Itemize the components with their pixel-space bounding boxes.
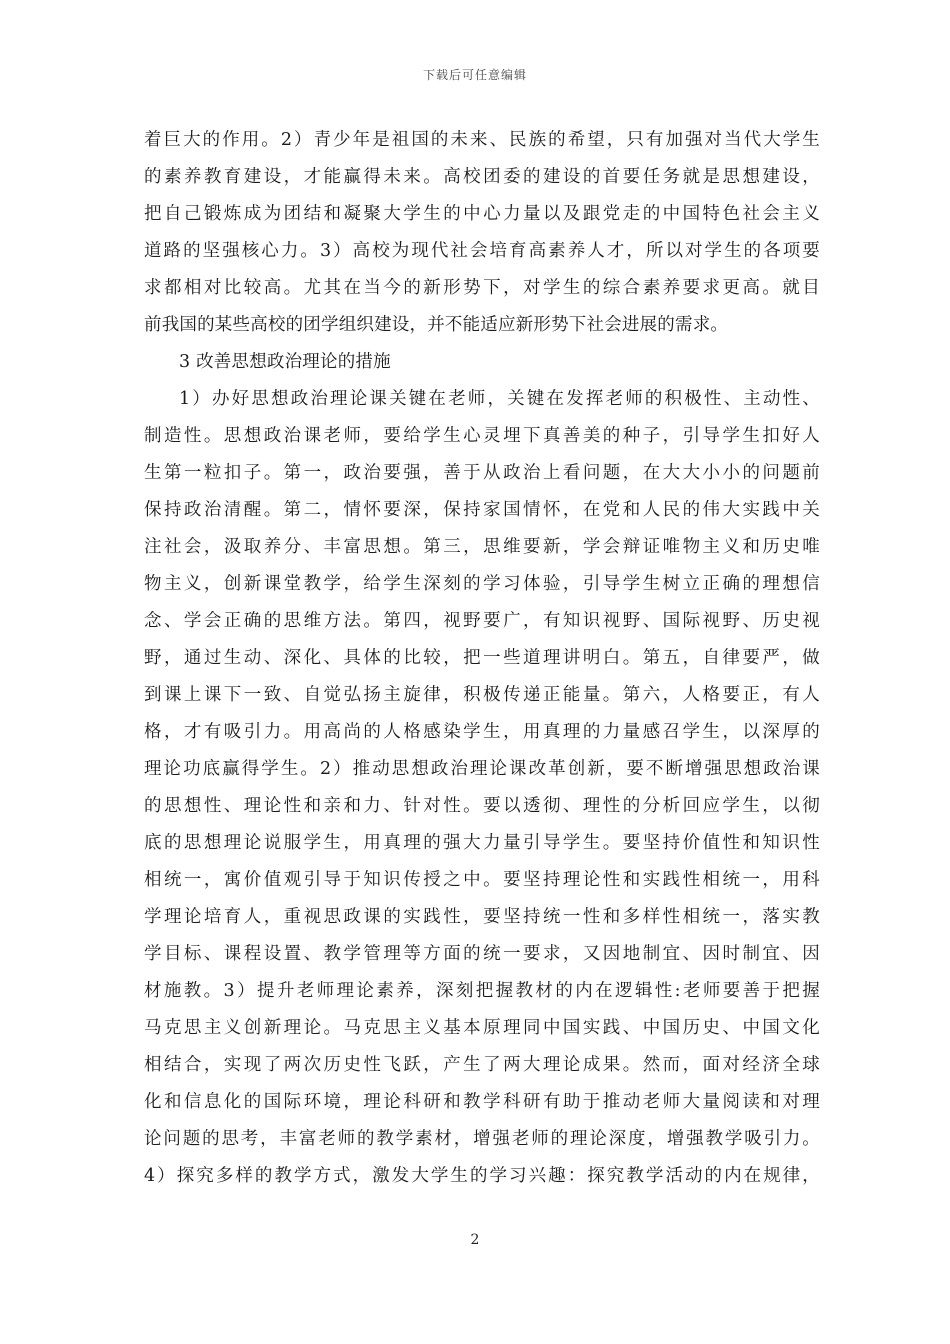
- text-line: 学目标、课程设置、教学管理等方面的统一要求，又因地制宜、因时制宜、因: [144, 944, 820, 964]
- text-line: 制造性。思想政治课老师，要给学生心灵埋下真善美的种子，引导学生扣好人: [144, 426, 820, 446]
- text-line: 把自己锻炼成为团结和凝聚大学生的中心力量以及跟党走的中国特色社会主义: [144, 204, 820, 224]
- text-line: 到课上课下一致、自觉弘扬主旋律，积极传递正能量。第六，人格要正，有人: [144, 685, 820, 705]
- text-line: 相结合，实现了两次历史性飞跃，产生了两大理论成果。然而，面对经济全球: [144, 1055, 820, 1075]
- page-number: 2: [470, 1232, 480, 1248]
- text-line: 保持政治清醒。第二，情怀要深，保持家国情怀，在党和人民的伟大实践中关: [144, 500, 820, 520]
- text-line: 4）探究多样的教学方式，激发大学生的学习兴趣：探究教学活动的内在规律，: [144, 1166, 820, 1186]
- text-line: 前我国的某些高校的团学组织建设，并不能适应新形势下社会进展的需求。: [144, 315, 729, 335]
- document-body: [144, 122, 820, 1195]
- text-line: 念、学会正确的思维方法。第四，视野要广，有知识视野、国际视野、历史视: [144, 611, 820, 631]
- text-line: 生第一粒扣子。第一，政治要强，善于从政治上看问题，在大大小小的问题前: [144, 463, 820, 483]
- text-line: 物主义，创新课堂教学，给学生深刻的学习体验，引导学生树立正确的理想信: [144, 574, 820, 594]
- text-line: 的素养教育建设，才能赢得未来。高校团委的建设的首要任务就是思想建设，: [144, 167, 820, 187]
- section-heading: 3 改善思想政治理论的措施: [179, 352, 391, 372]
- text-line: 化和信息化的国际环境，理论科研和教学科研有助于推动老师大量阅读和对理: [144, 1092, 820, 1112]
- page-header: 下载后可任意编辑: [422, 68, 527, 82]
- text-line: 材施教。3）提升老师理论素养，深刻把握教材的内在逻辑性:老师要善于把握: [144, 981, 820, 1001]
- text-line: 马克思主义创新理论。马克思主义基本原理同中国实践、中国历史、中国文化: [144, 1018, 820, 1038]
- text-line: 1）办好思想政治理论课关键在老师，关键在发挥老师的积极性、主动性、: [179, 389, 820, 409]
- text-line: 论问题的思考，丰富老师的教学素材，增强老师的理论深度，增强教学吸引力。: [144, 1129, 820, 1149]
- text-line: 相统一，寓价值观引导于知识传授之中。要坚持理论性和实践性相统一，用科: [144, 870, 820, 890]
- text-line: 底的思想理论说服学生，用真理的强大力量引导学生。要坚持价值性和知识性: [144, 833, 820, 853]
- text-line: 格，才有吸引力。用高尚的人格感染学生，用真理的力量感召学生，以深厚的: [144, 722, 820, 742]
- text-line: 道路的坚强核心力。3）高校为现代社会培育高素养人才，所以对学生的各项要: [144, 241, 820, 261]
- text-line: 学理论培育人，重视思政课的实践性，要坚持统一性和多样性相统一，落实教: [144, 907, 820, 927]
- text-line: 求都相对比较高。尤其在当今的新形势下，对学生的综合素养要求更高。就目: [144, 278, 820, 298]
- text-line: 的思想性、理论性和亲和力、针对性。要以透彻、理性的分析回应学生，以彻: [144, 796, 820, 816]
- text-line: 野，通过生动、深化、具体的比较，把一些道理讲明白。第五，自律要严，做: [144, 648, 820, 668]
- text-line: 理论功底赢得学生。2）推动思想政治理论课改革创新，要不断增强思想政治课: [144, 759, 820, 779]
- text-line: 着巨大的作用。2）青少年是祖国的未来、民族的希望，只有加强对当代大学生: [144, 130, 820, 150]
- text-line: 注社会，汲取养分、丰富思想。第三，思维要新，学会辩证唯物主义和历史唯: [144, 537, 820, 557]
